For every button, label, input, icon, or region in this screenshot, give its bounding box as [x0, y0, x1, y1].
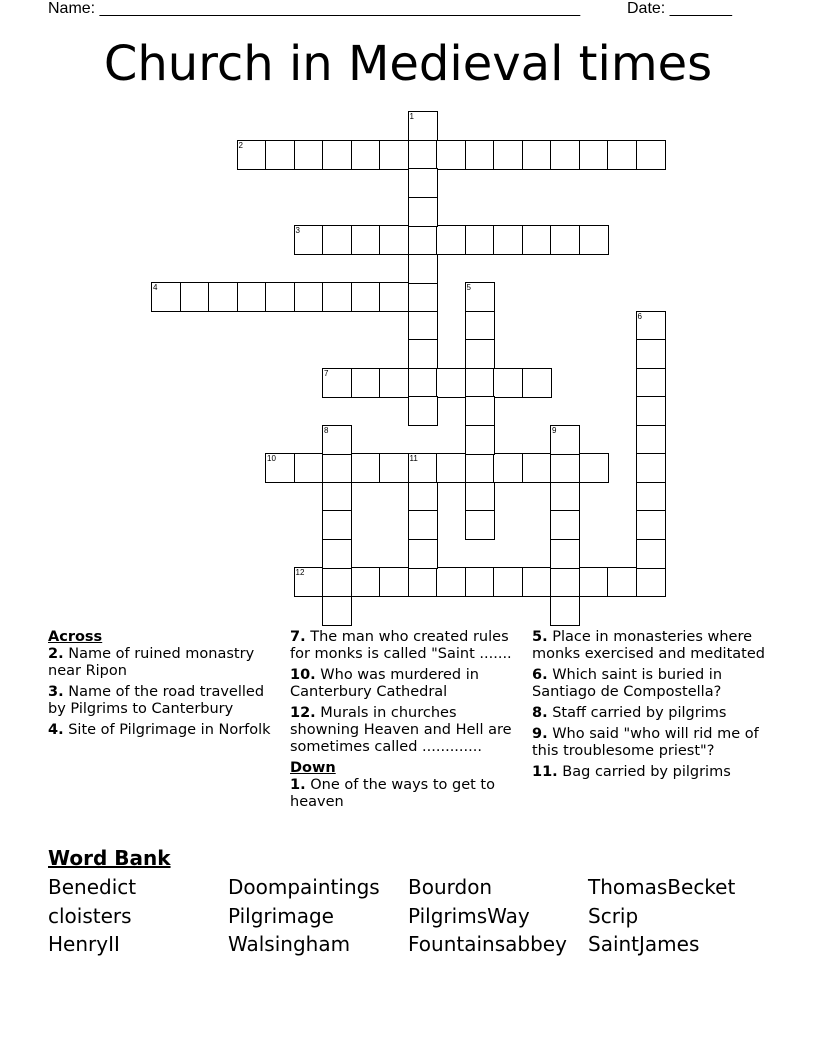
crossword-cell[interactable]	[408, 197, 438, 227]
crossword-cell[interactable]	[208, 282, 238, 312]
word-bank-word: SaintJames	[588, 932, 700, 956]
clue-across-12: 12. Murals in churches showning Heaven and Hell are sometimes called .............	[290, 705, 512, 755]
clue-number: 4	[153, 283, 158, 292]
crossword-cell[interactable]	[408, 339, 438, 369]
crossword-cell[interactable]	[636, 140, 666, 170]
crossword-cell[interactable]	[607, 567, 637, 597]
crossword-cell[interactable]	[436, 225, 466, 255]
crossword-cell[interactable]	[465, 396, 495, 426]
crossword-cell[interactable]	[550, 567, 580, 597]
crossword-cell[interactable]	[436, 567, 466, 597]
crossword-cell[interactable]	[322, 539, 352, 569]
clue-down-8: 8. Staff carried by pilgrims	[532, 705, 727, 721]
crossword-cell[interactable]	[408, 510, 438, 540]
crossword-cell[interactable]	[436, 140, 466, 170]
crossword-cell[interactable]	[408, 539, 438, 569]
crossword-cell[interactable]	[636, 539, 666, 569]
crossword-cell[interactable]	[550, 453, 580, 483]
clue-down-1: 1. One of the ways to get to heaven	[290, 777, 495, 810]
crossword-cell[interactable]	[579, 140, 609, 170]
crossword-cell[interactable]	[465, 311, 495, 341]
crossword-cell[interactable]	[436, 368, 466, 398]
clue-across-2: 2. Name of ruined monastry near Ripon	[48, 646, 255, 679]
word-bank-word: cloisters	[48, 904, 132, 928]
crossword-cell[interactable]	[408, 482, 438, 512]
clue-number: 3	[295, 226, 300, 235]
crossword-cell[interactable]	[351, 567, 381, 597]
crossword-cell[interactable]	[379, 453, 409, 483]
word-bank-title: Word Bank	[48, 846, 171, 870]
crossword-cell[interactable]	[636, 311, 666, 341]
crossword-cell[interactable]	[436, 453, 466, 483]
crossword-cell[interactable]	[465, 453, 495, 483]
crossword-cell[interactable]	[379, 282, 409, 312]
crossword-cell[interactable]	[522, 567, 552, 597]
crossword-cell[interactable]	[493, 225, 523, 255]
crossword-cell[interactable]	[322, 140, 352, 170]
crossword-cell[interactable]	[408, 396, 438, 426]
clue-number: 6	[637, 311, 642, 321]
crossword-cell[interactable]	[237, 140, 267, 170]
crossword-cell[interactable]	[579, 567, 609, 597]
crossword-cell[interactable]	[522, 225, 552, 255]
clues-column-1	[48, 629, 278, 743]
crossword-cell[interactable]	[322, 596, 352, 626]
crossword-cell[interactable]	[294, 225, 324, 255]
crossword-cell[interactable]	[465, 482, 495, 512]
crossword-cell[interactable]	[408, 567, 438, 597]
crossword-cell[interactable]	[579, 225, 609, 255]
crossword-cell[interactable]	[522, 368, 552, 398]
crossword-cell[interactable]	[294, 282, 324, 312]
clue-across-4: 4. Site of Pilgrimage in Norfolk	[48, 722, 271, 738]
crossword-cell[interactable]	[465, 510, 495, 540]
clues-column-2	[290, 629, 530, 815]
clue-number: 9	[552, 425, 557, 435]
crossword-cell[interactable]	[408, 368, 438, 398]
crossword-cell[interactable]	[607, 140, 637, 170]
down-heading: Down	[290, 760, 336, 776]
crossword-cell[interactable]	[465, 567, 495, 597]
crossword-cell[interactable]	[322, 482, 352, 512]
crossword-cell[interactable]	[322, 282, 352, 312]
crossword-cell[interactable]	[493, 567, 523, 597]
crossword-cell[interactable]	[465, 282, 495, 312]
crossword-cell[interactable]	[322, 425, 352, 455]
crossword-cell[interactable]	[550, 425, 580, 455]
crossword-cell[interactable]	[550, 482, 580, 512]
crossword-cell[interactable]	[465, 225, 495, 255]
crossword-cell[interactable]	[579, 453, 609, 483]
clue-across-3: 3. Name of the road travelled by Pilgrims to Canterbury	[48, 684, 265, 717]
crossword-cell[interactable]	[550, 510, 580, 540]
word-bank-word: HenryII	[48, 932, 120, 956]
crossword-cell[interactable]	[322, 510, 352, 540]
crossword-cell[interactable]	[379, 225, 409, 255]
name-field-label: Name: ______________________________________________________	[48, 0, 581, 17]
clue-down-11: 11. Bag carried by pilgrims	[532, 764, 731, 780]
crossword-cell[interactable]	[408, 111, 438, 141]
crossword-cell[interactable]	[294, 140, 324, 170]
crossword-cell[interactable]	[408, 254, 438, 284]
clues-column-3	[532, 629, 772, 785]
clue-number: 8	[324, 425, 329, 435]
clue-across-7: 7. The man who created rules for monks is called "Saint .......	[290, 629, 512, 662]
crossword-cell[interactable]	[351, 368, 381, 398]
page-title: Church in Medieval times	[103, 36, 713, 92]
clue-number: 5	[466, 283, 471, 292]
crossword-cell[interactable]	[550, 596, 580, 626]
clue-number: 11	[409, 454, 418, 463]
crossword-cell[interactable]	[151, 282, 181, 312]
crossword-cell[interactable]	[408, 453, 438, 483]
crossword-cell[interactable]	[636, 453, 666, 483]
clue-number: 12	[295, 568, 305, 577]
crossword-cell[interactable]	[351, 453, 381, 483]
crossword-cell[interactable]	[265, 140, 295, 170]
crossword-cell[interactable]	[465, 339, 495, 369]
crossword-cell[interactable]	[522, 453, 552, 483]
crossword-cell[interactable]	[408, 282, 438, 312]
clue-across-10: 10. Who was murdered in Canterbury Cathedral	[290, 667, 479, 700]
word-bank-word: Scrip	[588, 904, 639, 928]
crossword-cell[interactable]	[636, 567, 666, 597]
clue-number: 2	[238, 140, 243, 150]
crossword-cell[interactable]	[351, 282, 381, 312]
crossword-cell[interactable]	[408, 311, 438, 341]
crossword-cell[interactable]	[465, 368, 495, 398]
crossword-cell[interactable]	[465, 140, 495, 170]
crossword-cell[interactable]	[379, 567, 409, 597]
word-bank-word: Walsingham	[228, 932, 351, 956]
crossword-cell[interactable]	[636, 368, 666, 398]
crossword-cell[interactable]	[322, 453, 352, 483]
crossword-cell[interactable]	[294, 453, 324, 483]
clue-down-5: 5. Place in monasteries where monks exercised and meditated	[532, 629, 765, 662]
crossword-cell[interactable]	[522, 140, 552, 170]
crossword-cell[interactable]	[180, 282, 210, 312]
crossword-cell[interactable]	[408, 225, 438, 255]
crossword-cell[interactable]	[550, 225, 580, 255]
crossword-cell[interactable]	[550, 539, 580, 569]
crossword-cell[interactable]	[322, 567, 352, 597]
crossword-cell[interactable]	[237, 282, 267, 312]
crossword-cell[interactable]	[265, 282, 295, 312]
word-bank-word: Benedict	[48, 875, 137, 899]
crossword-cell[interactable]	[493, 453, 523, 483]
crossword-cell[interactable]	[408, 140, 438, 170]
crossword-cell[interactable]	[265, 453, 295, 483]
crossword-cell[interactable]	[636, 482, 666, 512]
crossword-cell[interactable]	[493, 140, 523, 170]
clue-down-6: 6. Which saint is buried in Santiago de Compostella?	[532, 667, 723, 700]
word-bank-word: Doompaintings	[228, 875, 380, 899]
clue-number: 7	[324, 368, 329, 378]
clue-number: 10	[267, 454, 276, 463]
crossword-cell[interactable]	[636, 396, 666, 426]
crossword-cell[interactable]	[379, 368, 409, 398]
crossword-cell[interactable]	[294, 567, 324, 597]
crossword-cell[interactable]	[493, 368, 523, 398]
crossword-cell[interactable]	[636, 510, 666, 540]
date-field-label: Date: _______	[627, 0, 732, 17]
word-bank-word: PilgrimsWay	[408, 904, 530, 928]
across-heading: Across	[48, 629, 103, 645]
crossword-cell[interactable]	[636, 425, 666, 455]
crossword-cell[interactable]	[351, 140, 381, 170]
crossword-cell[interactable]	[465, 425, 495, 455]
clue-down-9: 9. Who said "who will rid me of this troublesome priest"?	[532, 726, 759, 759]
word-bank-word: Bourdon	[408, 875, 493, 899]
crossword-cell[interactable]	[322, 368, 352, 398]
crossword-cell[interactable]	[322, 225, 352, 255]
crossword-cell[interactable]	[351, 225, 381, 255]
clue-number: 1	[409, 112, 414, 121]
crossword-cell[interactable]	[636, 339, 666, 369]
word-bank-word: Fountainsabbey	[408, 932, 567, 956]
word-bank-word: ThomasBecket	[588, 875, 736, 899]
crossword-cell[interactable]	[379, 140, 409, 170]
word-bank-word: Pilgrimage	[228, 904, 334, 928]
crossword-cell[interactable]	[550, 140, 580, 170]
crossword-cell[interactable]	[408, 168, 438, 198]
